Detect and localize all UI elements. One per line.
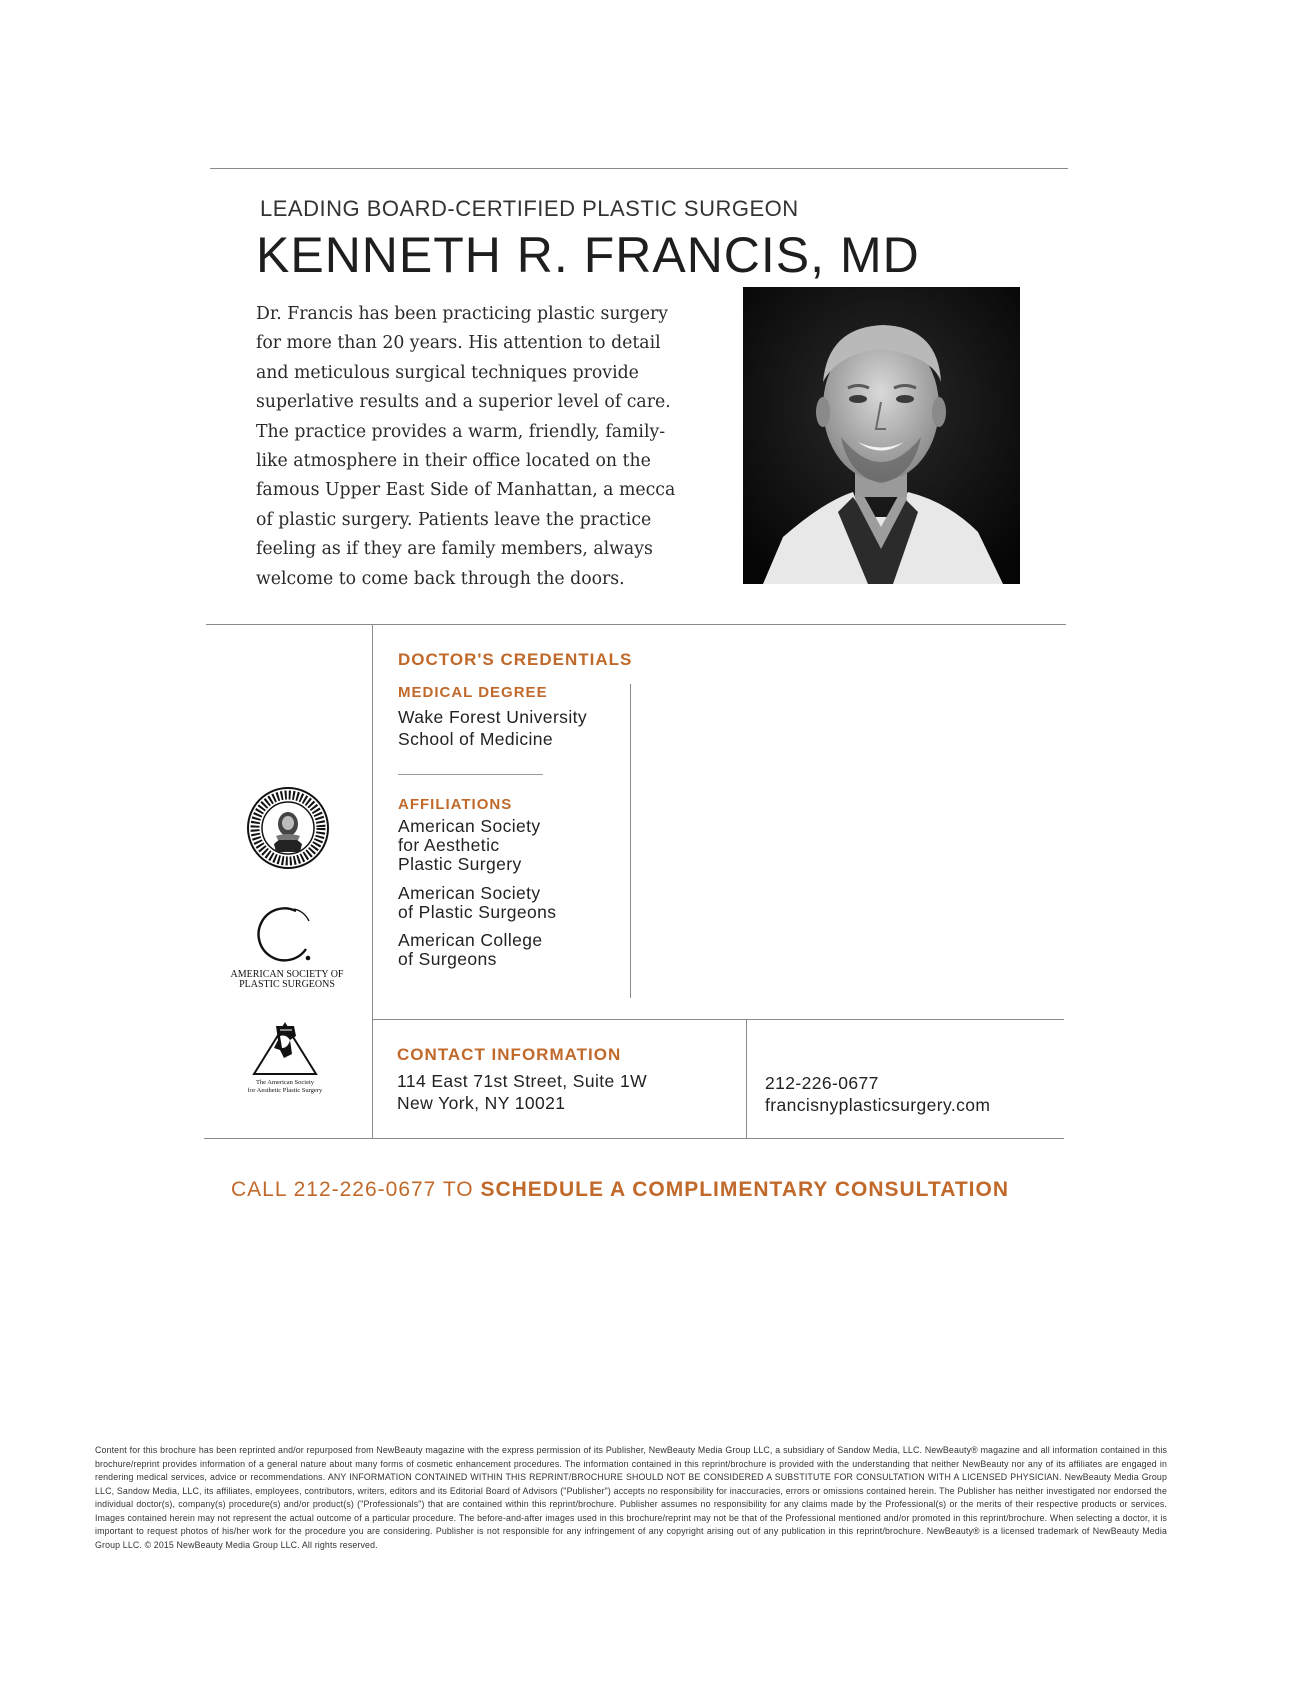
cta-emphasis: SCHEDULE A COMPLIMENTARY CONSULTATION xyxy=(480,1178,1009,1201)
doctor-portrait xyxy=(743,287,1020,584)
contact-column-divider xyxy=(746,1019,747,1138)
contact-bottom-rule xyxy=(204,1138,1064,1139)
contact-phone-web xyxy=(765,1072,1045,1116)
affiliation-item xyxy=(398,817,598,874)
contact-website-link[interactable]: francisnyplasticsurgery.com xyxy=(765,1095,991,1115)
medical-degree-line1: Wake Forest University xyxy=(398,707,588,727)
medical-degree-heading: MEDICAL DEGREE xyxy=(398,684,548,701)
affiliation-item xyxy=(398,884,598,922)
top-rule xyxy=(210,168,1068,169)
credentials-separator xyxy=(398,774,543,775)
affiliation-line: Plastic Surgery xyxy=(398,854,522,874)
address-line2: New York, NY 10021 xyxy=(397,1093,566,1113)
contact-top-rule xyxy=(372,1019,1064,1020)
affiliation-line: for Aesthetic xyxy=(398,835,500,855)
affiliation-item xyxy=(398,931,598,969)
asps-caption-line2: PLASTIC SURGEONS xyxy=(239,979,335,990)
affiliations-heading: AFFILIATIONS xyxy=(398,796,513,813)
asaps-caption xyxy=(220,1079,350,1094)
cta-lead: CALL 212-226-0677 TO xyxy=(231,1178,481,1201)
asps-caption-line1: AMERICAN SOCIETY OF xyxy=(230,969,344,980)
profile-kicker: LEADING BOARD-CERTIFIED PLASTIC SURGEON xyxy=(260,196,799,221)
address-line1: 114 East 71st Street, Suite 1W xyxy=(397,1071,647,1091)
contact-address xyxy=(397,1070,697,1114)
logo-column-divider xyxy=(372,624,373,1138)
doctor-bio: Dr. Francis has been practicing plastic surgery for more than 20 years. His attention to detail and meticulous surgical techniques provide superlative results and a superior level of care. The practice provides a warm, friendly, family-like atmosphere in their office located on the famous Upper East Side of Manhattan, a mecca of plastic surgery. Patients leave the practice feeling as if they are family members, always welcome to come back through the doors. xyxy=(256,304,676,589)
portrait-illustration xyxy=(743,287,1020,584)
doctor-name: KENNETH R. FRANCIS, MD xyxy=(256,227,920,283)
medical-degree-line2: School of Medicine xyxy=(398,729,554,749)
medical-degree-value xyxy=(398,707,638,749)
american-board-of-plastic-surgery-seal xyxy=(246,786,330,870)
credentials-top-rule xyxy=(206,624,1066,625)
asaps-caption-line1: The American Society xyxy=(255,1079,315,1086)
affiliation-line: American Society xyxy=(398,883,541,903)
american-society-for-aesthetic-plastic-surgery-logo xyxy=(250,1020,320,1076)
american-society-of-plastic-surgeons-logo xyxy=(254,905,314,967)
legal-disclaimer: Content for this brochure has been reprinted and/or repurposed from NewBeauty magazine with the express permission of its Publisher, NewBeauty Media Group LLC, a subsidiary of Sandow Media, LLC. NewBeauty® magazine and all information contained in this brochure/reprint provides information of a general nature about many forms of cosmetic enhancement procedures. The information contained in this reprint/brochure is provided with the understanding that neither NewBeauty nor any of its affiliates are engaged in rendering medical services, advice or recommendations. ANY INFORMATION CONTAINED WITHIN THIS REPRINT/BROCHURE SHOULD NOT BE CONSIDERED A SUBSTITUTE FOR CONSULTATION WITH A LICENSED PHYSICIAN. NewBeauty Media Group LLC, Sandow Media, LLC, its affiliates, employees, contributors, writers, editors and its Editorial Board of Advisors ("Publisher") accepts no responsibility for inaccuracies, errors or omissions contained herein. The Publisher has neither investigated nor endorsed the individual doctor(s), company(s) procedure(s) and/or product(s) ("Professionals") that are contained within this reprint/brochure. Publisher assumes no responsibility for any claims made by the Professional(s) or the merits of their respective products or services. Images contained herein may not represent the actual outcome of a particular procedure. The before-and-after images used in this brochure/reprint may not be that of the Professional mentioned and/or promoted in this reprint/brochure. When selecting a doctor, it is important to request photos of his/her work for the procedure you are considering. Publisher is not responsible for any infringement of any copyright arising out of any publication in this reprint/brochure. NewBeauty® is a licensed trademark of NewBeauty Media Group LLC. © 2015 NewBeauty Media Group LLC. All rights reserved. xyxy=(95,1445,1167,1550)
affiliation-line: of Plastic Surgeons xyxy=(398,902,557,922)
contact-phone[interactable]: 212-226-0677 xyxy=(765,1073,879,1093)
consultation-cta[interactable] xyxy=(231,1178,1009,1202)
affiliation-line: American College xyxy=(398,930,543,950)
asaps-caption-line2: for Aesthetic Plastic Surgery xyxy=(247,1086,323,1094)
credentials-heading: DOCTOR'S CREDENTIALS xyxy=(398,650,633,669)
affiliation-line: of Surgeons xyxy=(398,949,497,969)
asps-caption xyxy=(228,970,346,990)
affiliation-line: American Society xyxy=(398,816,541,836)
contact-heading: CONTACT INFORMATION xyxy=(397,1045,622,1064)
